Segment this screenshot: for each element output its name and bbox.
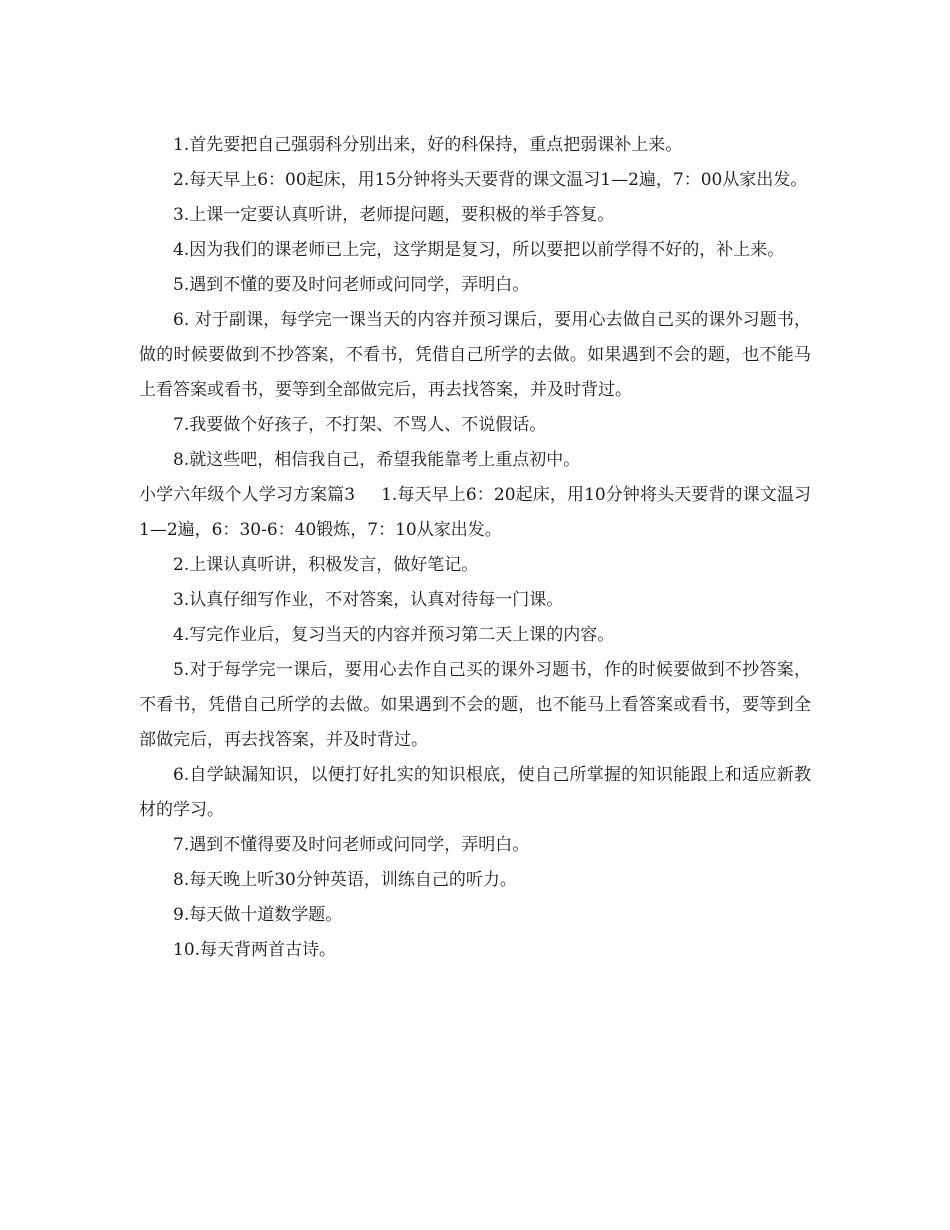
section-3-heading: 小学六年级个人学习方案篇3	[139, 485, 356, 505]
section-3-item-5: 5.对于每学完一课后，要用心去作自己买的课外习题书，作的时候要做到不抄答案，不看书，凭借自己所学的去做。如果遇到不会的题，也不能马上看答案或看书，要等到全部做完后，再去找答案，并及时背过。	[139, 660, 811, 750]
section-3-item-3: 3.认真仔细写作业，不对答案，认真对待每一门课。	[173, 590, 564, 610]
section-3-item-6: 6.自学缺漏知识，以便打好扎实的知识根底，使自己所掌握的知识能跟上和适应新教材的学习。	[139, 765, 811, 820]
section-3-block	[139, 478, 811, 548]
paragraph-3: 3.上课一定要认真听讲，老师提问题，要积极的举手答复。	[173, 205, 615, 225]
section-3-item-1: 1.每天早上6：20起床，用10分钟将头天要背的课文温习1—2遍，6：30-6：40锻炼，7：10从家出发。	[139, 485, 811, 540]
paragraph-6: 6. 对于副课，每学完一课当天的内容并预习课后，要用心去做自己买的课外习题书，做的时候要做到不抄答案，不看书，凭借自己所学的去做。如果遇到不会的题，也不能马上看答案或看书，要等到全部做完后，再去找答案，并及时背过。	[139, 310, 811, 400]
section-3-item-7: 7.遇到不懂得要及时问老师或问同学，弄明白。	[173, 835, 530, 855]
paragraph-2: 2.每天早上6：00起床，用15分钟将头天要背的课文温习1—2遍，7：00从家出发。	[173, 170, 808, 190]
section-3-item-10: 10.每天背两首古诗。	[173, 940, 337, 960]
paragraph-7: 7.我要做个好孩子，不打架、不骂人、不说假话。	[173, 415, 547, 435]
paragraph-1: 1.首先要把自己强弱科分别出来，好的科保持，重点把弱课补上来。	[173, 135, 683, 155]
paragraph-8: 8.就这些吧，相信我自己，希望我能靠考上重点初中。	[173, 450, 581, 470]
document-body	[139, 128, 811, 968]
paragraph-5: 5.遇到不懂的要及时问老师或问同学，弄明白。	[173, 275, 530, 295]
section-3-item-8: 8.每天晚上听30分钟英语，训练自己的听力。	[173, 870, 517, 890]
section-3-item-9: 9.每天做十道数学题。	[173, 905, 343, 925]
section-3-item-2: 2.上课认真听讲，积极发言，做好笔记。	[173, 555, 479, 575]
section-3-item-4: 4.写完作业后，复习当天的内容并预习第二天上课的内容。	[173, 625, 615, 645]
paragraph-4: 4.因为我们的课老师已上完，这学期是复习，所以要把以前学得不好的，补上来。	[173, 240, 785, 260]
